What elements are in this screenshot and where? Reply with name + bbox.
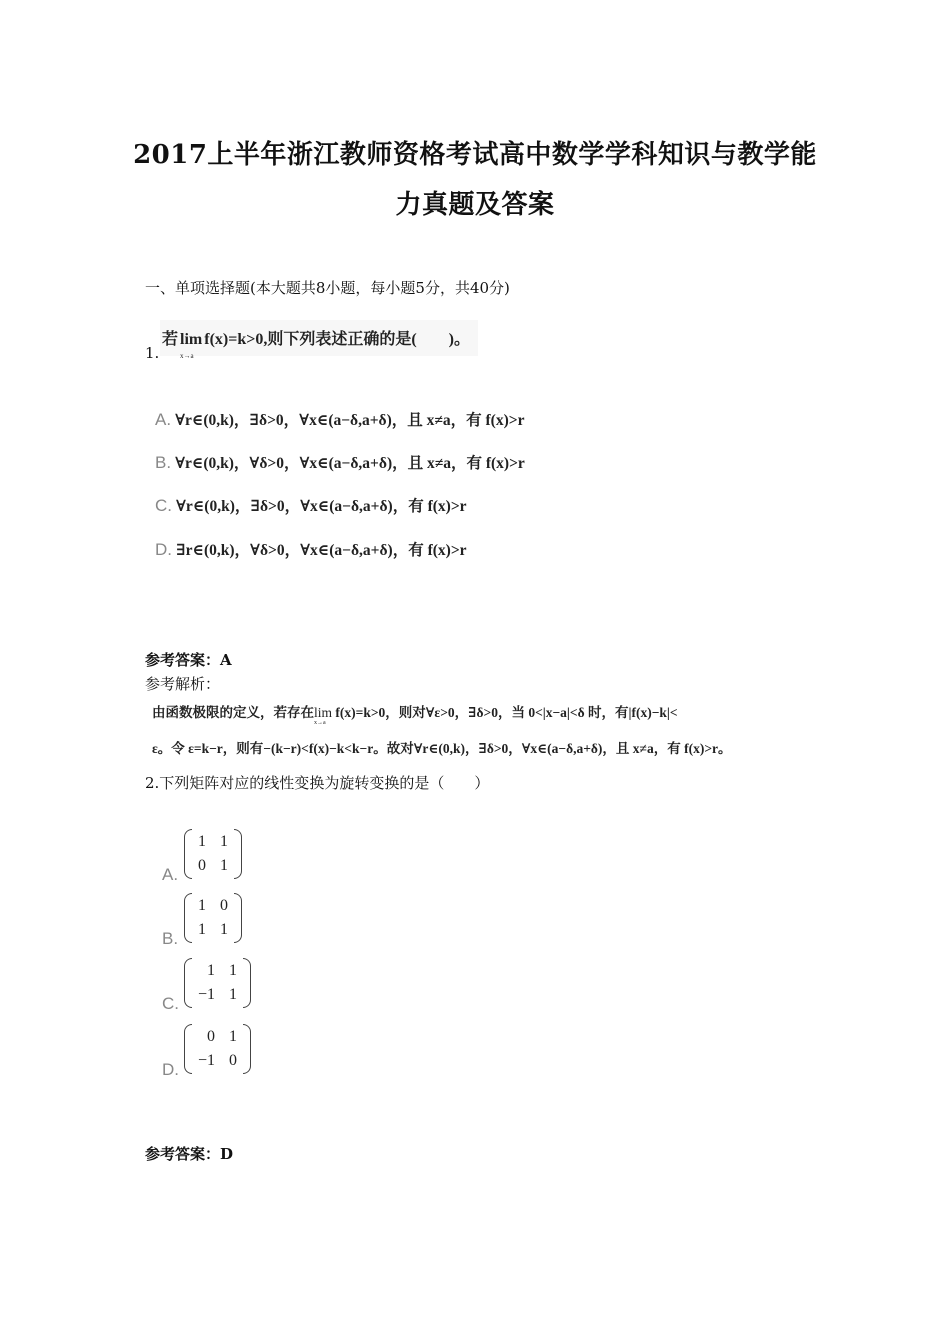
q1-analysis-line-1 bbox=[152, 701, 678, 726]
q1-stem-rest: f(x)=k>0,则下列表述正确的是( )。 bbox=[204, 331, 471, 348]
matrix-cell: 1 bbox=[198, 921, 206, 938]
q1-stem-lim-sub: x→a bbox=[180, 352, 194, 360]
matrix-cell: 1 bbox=[229, 986, 238, 1003]
q2-option-a-matrix bbox=[184, 829, 242, 879]
matrix-cell: 0 bbox=[198, 857, 206, 874]
right-bracket bbox=[234, 893, 242, 943]
q2-option-a-label: A. bbox=[162, 865, 179, 884]
matrix-cell: 1 bbox=[229, 962, 238, 979]
q1-option-a bbox=[155, 408, 524, 430]
q2-answer: 参考答案：D bbox=[145, 1145, 234, 1163]
q1-number: 1. bbox=[145, 344, 160, 362]
right-bracket bbox=[234, 829, 242, 879]
q2-option-b-label: B. bbox=[162, 929, 179, 948]
q1-analysis-lim-word: lim bbox=[314, 705, 333, 720]
q1-option-c bbox=[155, 494, 467, 516]
matrix-cell: 1 bbox=[207, 962, 216, 979]
matrix-cell: −1 bbox=[198, 1052, 216, 1069]
matrix-cell: 1 bbox=[220, 921, 228, 938]
q1-analysis-lim-sub: x→a bbox=[314, 720, 326, 726]
q1-option-b-label: B. bbox=[155, 453, 172, 472]
section-heading: 一、单项选择题(本大题共8小题，每小题5分，共40分) bbox=[145, 279, 510, 297]
left-bracket bbox=[184, 1024, 192, 1074]
q2-option-c-label: C. bbox=[162, 994, 179, 1013]
q2-option-d-matrix bbox=[184, 1024, 251, 1074]
q1-option-c-text: ∀r∈(0,k)，∃δ>0，∀x∈(a−δ,a+δ)，有 f(x)>r bbox=[176, 498, 467, 515]
q1-analysis-1b: f(x)=k>0，则对∀ε>0，∃δ>0，当 0<|x−a|<δ 时，有|f(x)−k|< bbox=[332, 705, 678, 720]
q1-analysis-line-2: ε。令 ε=k−r，则有−(k−r)<f(x)−k<k−r。故对∀r∈(0,k)，∃δ>0，∀x∈(a−δ,a+δ)，且 x≠a，有 f(x)>r。 bbox=[152, 741, 732, 756]
matrix-cell: −1 bbox=[198, 986, 216, 1003]
q1-option-b-text: ∀r∈(0,k)，∀δ>0，∀x∈(a−δ,a+δ)，且 x≠a，有 f(x)>r bbox=[175, 455, 525, 472]
left-bracket bbox=[184, 829, 192, 879]
matrix-cell: 1 bbox=[198, 833, 206, 850]
right-bracket bbox=[243, 958, 251, 1008]
q1-analysis-label: 参考解析： bbox=[145, 675, 221, 693]
q2-option-b-matrix bbox=[184, 893, 242, 943]
document-title-line-2: 力真题及答案 bbox=[395, 190, 555, 220]
q1-answer: 参考答案：A bbox=[145, 651, 232, 669]
q2-stem: 2.下列矩阵对应的线性变换为旋转变换的是（ ） bbox=[145, 774, 490, 792]
q1-stem-prefix: 若 bbox=[162, 331, 179, 348]
matrix-cell: 1 bbox=[198, 897, 206, 914]
right-bracket bbox=[243, 1024, 251, 1074]
matrix-cell: 0 bbox=[229, 1052, 238, 1069]
matrix-cell: 1 bbox=[229, 1028, 238, 1045]
q1-analysis-1a: 由函数极限的定义，若存在 bbox=[152, 705, 314, 720]
q2-option-d-label: D. bbox=[162, 1060, 179, 1079]
matrix-cell: 0 bbox=[220, 897, 228, 914]
matrix-cell: 1 bbox=[220, 857, 228, 874]
q1-stem-lim-word: lim bbox=[180, 331, 203, 348]
q2-option-c-matrix bbox=[184, 958, 251, 1008]
left-bracket bbox=[184, 893, 192, 943]
q1-option-c-label: C. bbox=[155, 496, 172, 515]
q1-option-a-text: ∀r∈(0,k)，∃δ>0，∀x∈(a−δ,a+δ)，且 x≠a，有 f(x)>r bbox=[175, 412, 525, 429]
q1-option-b bbox=[155, 451, 525, 473]
document-title-line-1: 2017上半年浙江教师资格考试高中数学学科知识与教学能 bbox=[133, 140, 817, 170]
q1-stem-lim bbox=[180, 331, 203, 360]
matrix-cell: 0 bbox=[207, 1028, 216, 1045]
left-bracket bbox=[184, 958, 192, 1008]
q1-option-d-label: D. bbox=[155, 540, 172, 559]
q1-option-d bbox=[155, 538, 467, 560]
matrix-cell: 1 bbox=[220, 833, 228, 850]
q1-option-d-text: ∃r∈(0,k)，∀δ>0，∀x∈(a−δ,a+δ)，有 f(x)>r bbox=[176, 542, 467, 559]
q1-stem-image bbox=[160, 320, 478, 360]
q1-option-a-label: A. bbox=[155, 410, 172, 429]
q1-analysis-lim bbox=[314, 705, 333, 726]
